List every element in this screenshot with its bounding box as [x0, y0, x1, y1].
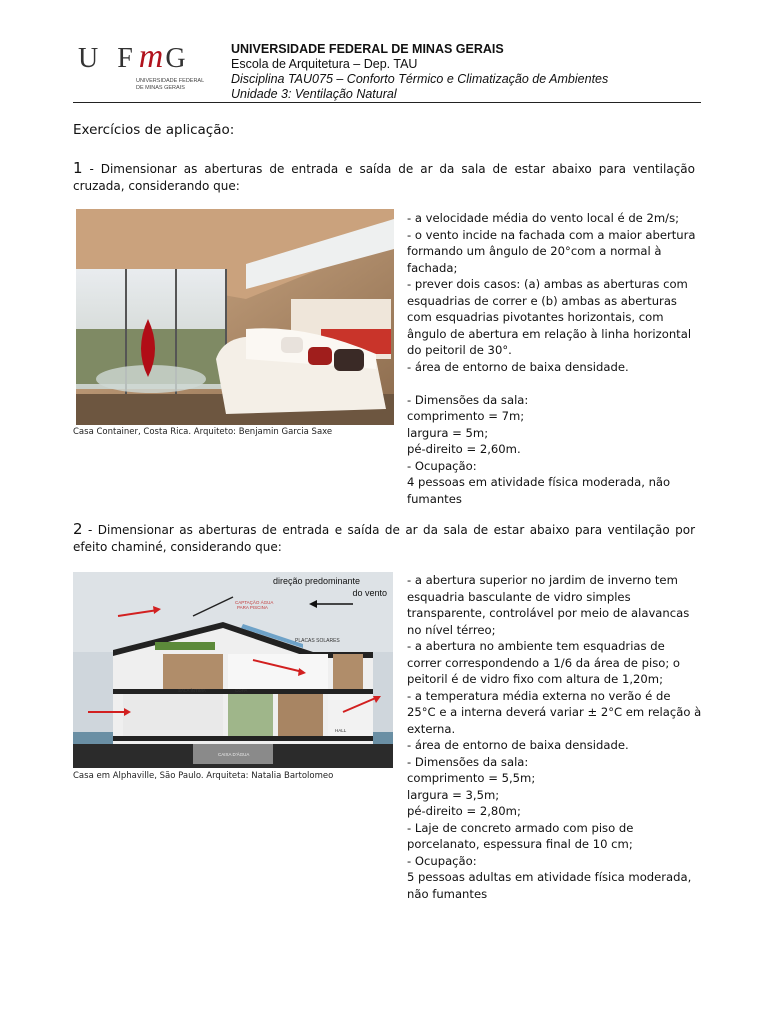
wind-label-1: direção predominante: [272, 576, 360, 586]
sala-label: SALA ÍNTIMA: [178, 688, 206, 693]
condition-line: fumantes: [407, 491, 462, 506]
condition-line: no nível térreo;: [407, 622, 496, 637]
condition-line: com esquadrias pivotantes horizontais, com: [407, 310, 664, 324]
condition-line: externa.: [407, 721, 456, 736]
logo-sub-line-1: UNIVERSIDADE FEDERAL: [136, 78, 205, 84]
exercise-2-number: 2: [73, 520, 83, 538]
condition-line: - Laje de concreto armado com piso de: [407, 820, 634, 835]
condition-line: correr correspondendo a 1/6 da área de piso; o: [407, 655, 681, 670]
condition-line: não fumantes: [407, 886, 488, 901]
condition-line: - a abertura no ambiente tem esquadrias de: [407, 639, 665, 653]
condition-line: - a velocidade média do vento local é de 2m/s;: [407, 211, 680, 225]
condition-line: 25°C e a interna deverá variar ± 2°C em relação à: [407, 705, 702, 719]
solar-label: PLACAS SOLARES: [295, 638, 340, 644]
living-room-photo: [76, 209, 394, 425]
condition-line: peitoril é de vidro fixo com altura de 1,20m;: [407, 672, 663, 686]
condition-line: - a temperatura média externa no verão é de: [407, 688, 671, 703]
ufmg-logo: U FmG UNIVERSIDADE FEDERAL DE MINAS GERAIS: [78, 42, 208, 102]
hall-label: HALL: [335, 728, 347, 733]
condition-line: comprimento = 5,5m;: [407, 771, 536, 785]
exercise-2-caption: Casa em Alphaville, São Paulo. Arquiteta: Natalia Bartolomeo: [73, 771, 334, 781]
condition-line: 5 pessoas adultas em atividade física moderada,: [407, 870, 692, 884]
condition-line: - prever dois casos: (a) ambas as aberturas com: [407, 277, 688, 291]
exercise-1-caption: Casa Container, Costa Rica. Arquiteto: Benjamin Garcia Saxe: [73, 427, 333, 437]
condition-line: ângulo de abertura em relação à linha horizontal: [407, 326, 692, 341]
condition-line: - Dimensões da sala:: [407, 392, 529, 407]
copa-label: COPA: [235, 688, 248, 693]
condition-line: - o vento incide na fachada com a maior abertura: [407, 227, 696, 242]
exercise-2-text: - Dimensionar as aberturas de entrada e saída de ar da sala de estar abaixo para ventilação por efeito chaminé, considerando que:: [73, 523, 695, 554]
condition-line: largura = 5m;: [407, 425, 489, 440]
condition-line: - área de entorno de baixa densidade.: [407, 738, 629, 752]
exercise-1-number: 1: [73, 159, 83, 177]
condition-line: comprimento = 7m;: [407, 409, 525, 423]
exercise-1-conditions: [407, 210, 702, 507]
condition-line: 4 pessoas em atividade física moderada, não: [407, 475, 671, 489]
condition-line: formando um ângulo de 20°com a normal à: [407, 244, 662, 258]
exercise-1-statement: [73, 160, 695, 195]
condition-line: pé-direito = 2,80m;: [407, 804, 521, 818]
condition-line: esquadria basculante de vidro simples: [407, 589, 631, 604]
university-name: UNIVERSIDADE FEDERAL DE MINAS GERAIS: [231, 42, 504, 56]
condition-line: - Ocupação:: [407, 853, 477, 868]
condition-line: fachada;: [407, 260, 458, 275]
capture-label-2: PARA PISCINA: [237, 605, 268, 610]
condition-line: - Dimensões da sala:: [407, 754, 529, 769]
unit-name: Unidade 3: Ventilação Natural: [231, 87, 397, 101]
caixa-label: CAIXA D'ÁGUA: [218, 752, 250, 757]
document-header: [231, 42, 608, 102]
condition-line: esquadrias de correr e (b) ambas as aberturas: [407, 293, 677, 308]
exercise-2-conditions: [407, 572, 702, 902]
condition-line: pé-direito = 2,60m.: [407, 442, 521, 456]
condition-line: - a abertura superior no jardim de inverno tem: [407, 573, 678, 587]
condition-line: transparente, controlável por meio de alavancas: [407, 606, 690, 620]
section-heading: Exercícios de aplicação:: [73, 122, 235, 138]
exercise-1-text: - Dimensionar as aberturas de entrada e saída de ar da sala de estar abaixo para ventilação cruzada, considerando que:: [73, 162, 695, 193]
condition-line: [407, 375, 702, 392]
condition-line: - área de entorno de baixa densidade.: [407, 359, 629, 374]
condition-line: - Ocupação:: [407, 458, 477, 473]
school-name: Escola de Arquitetura – Dep. TAU: [231, 57, 418, 71]
exercise-2-statement: [73, 521, 695, 556]
wind-label-2: do vento: [352, 588, 387, 598]
condition-line: porcelanato, espessura final de 10 cm;: [407, 837, 633, 851]
condition-line: do peitoril de 30°.: [407, 343, 512, 357]
condition-line: largura = 3,5m;: [407, 787, 500, 802]
house-section-diagram: [73, 572, 393, 768]
logo-sub-line-2: DE MINAS GERAIS: [136, 85, 185, 91]
capture-label: CAPTAÇÃO ÁGUA: [235, 600, 274, 605]
course-name: Disciplina TAU075 – Conforto Térmico e Climatização de Ambientes: [231, 72, 609, 86]
header-divider: [73, 102, 701, 103]
